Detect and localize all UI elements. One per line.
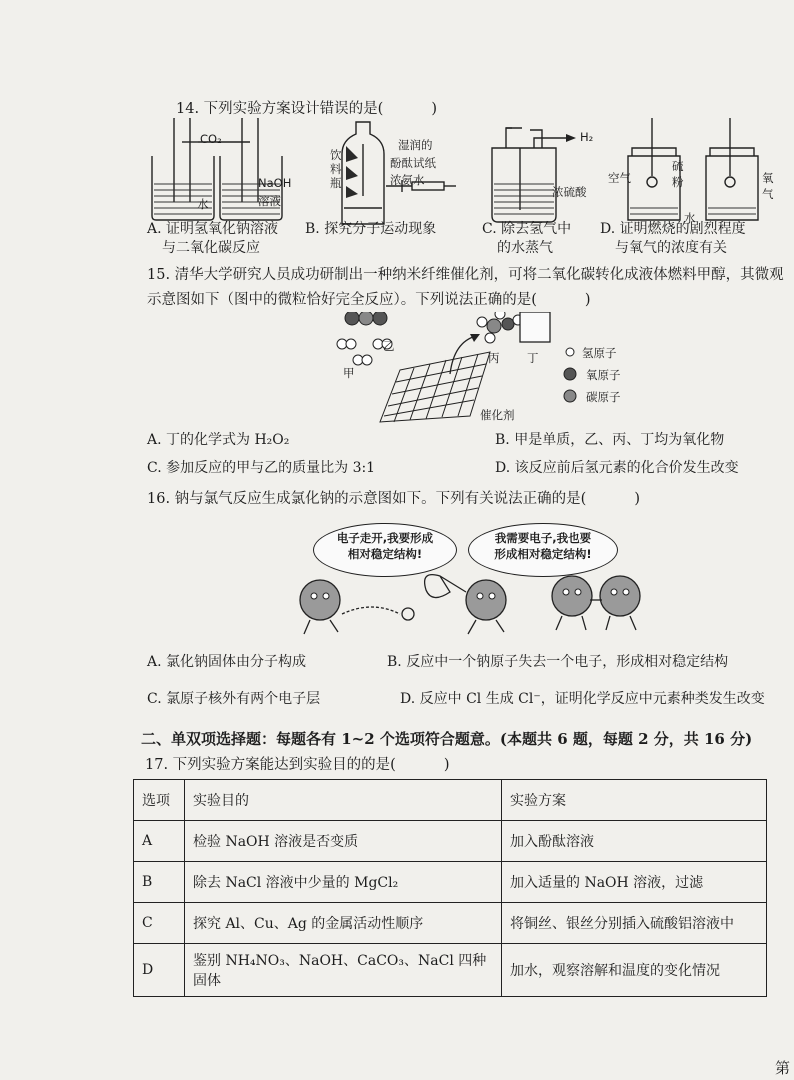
header-scheme: 实验方案: [502, 780, 767, 821]
label-wet: 湿润的: [398, 138, 433, 152]
page-number-corner: 第: [774, 1059, 790, 1077]
bubble-left-line1: 电子走开,我要形成: [336, 531, 434, 545]
q14-option-a-line1: A. 证明氢氧化钠溶液: [147, 221, 279, 237]
q14-stem: [176, 97, 437, 118]
q15-stem-line2: [147, 288, 591, 309]
row-b-option: B: [134, 862, 185, 903]
q17-table: [133, 779, 767, 997]
label-water-a: 水: [197, 197, 209, 211]
label-conc-sulfuric-acid: 浓硫酸: [552, 185, 587, 199]
label-ammonia: 浓氨水: [390, 173, 425, 187]
header-purpose: 实验目的: [185, 780, 502, 821]
q14-option-d-line2: 与氧气的浓度有关: [615, 240, 727, 256]
chlorine-atom-character: [466, 580, 506, 620]
label-drink-bottle: 饮料瓶: [330, 148, 342, 190]
q15-option-b[interactable]: B. 甲是单质，乙、丙、丁均为氧化物: [495, 432, 725, 448]
bubble-right-line2: 形成相对稳定结构!: [494, 547, 592, 561]
label-catalyst: 催化剂: [480, 408, 515, 422]
table-row[interactable]: [134, 821, 767, 862]
row-c-option: C: [134, 903, 185, 944]
q14-option-c-line1: C. 除去氢气中: [482, 221, 572, 237]
row-b-scheme: 加入适量的 NaOH 溶液，过滤: [502, 862, 767, 903]
q17-stem: [145, 753, 450, 774]
label-jia: 甲: [343, 366, 355, 380]
row-b-purpose: 除去 NaCl 溶液中少量的 MgCl₂: [185, 862, 502, 903]
label-yi: 乙: [383, 339, 395, 353]
test-tube-a2: [242, 118, 258, 202]
row-c-scheme: 将铜丝、银丝分别插入硫酸铝溶液中: [502, 903, 767, 944]
label-co2: CO₂: [200, 132, 222, 146]
q15-stem-line2-text: 示意图如下（图中的微粒恰好完全反应）。下列说法正确的是(: [147, 292, 537, 308]
jar-oxygen: [706, 148, 758, 220]
legend-h-atom: 氢原子: [582, 346, 617, 360]
label-phenolphthalein-paper: 酚酞试纸: [390, 156, 436, 170]
label-solution: 溶液: [258, 194, 281, 208]
q16-option-c[interactable]: C. 氯原子核外有两个电子层: [147, 691, 321, 707]
row-a-purpose: 检验 NaOH 溶液是否变质: [185, 821, 502, 862]
q14-stem-text: 14. 下列实验方案设计错误的是(: [176, 101, 384, 117]
q16-stem-end: ): [634, 491, 640, 507]
q14-option-a-line2: 与二氧化碳反应: [162, 240, 260, 256]
q15-option-c[interactable]: C. 参加反应的甲与乙的质量比为 3:1: [147, 460, 376, 476]
q17-stem-text: 17. 下列实验方案能达到实验目的的是(: [145, 757, 396, 773]
q16-stem: [147, 487, 640, 508]
label-sulfur-2: 粉: [672, 175, 684, 189]
legend-c-atom: 碳原子: [586, 390, 621, 404]
row-d-option: D: [134, 944, 185, 997]
q16-option-d[interactable]: D. 反应中 Cl 生成 Cl⁻，证明化学反应中元素种类发生改变: [400, 691, 765, 707]
q14-stem-end: ): [431, 101, 437, 117]
row-a-option: A: [134, 821, 185, 862]
section-2-heading: 二、单双项选择题：每题各有 1~2 个选项符合题意。(本题共 6 题，每题 2 分，共 16 分): [141, 730, 753, 748]
q14-option-b[interactable]: [305, 220, 436, 239]
test-tube-a1: [174, 118, 190, 202]
label-bing: 丙: [488, 351, 500, 365]
label-air: 空气: [608, 171, 631, 185]
label-oxygen-2: 气: [762, 187, 774, 201]
sodium-ion-character: [552, 576, 592, 616]
q14-option-a[interactable]: [147, 220, 278, 258]
label-water-d: 水: [684, 211, 696, 225]
row-d-scheme: 加水，观察溶解和温度的变化情况: [502, 944, 767, 997]
q14-option-d[interactable]: [600, 220, 746, 258]
bubble-left-line2: 相对稳定结构!: [347, 547, 423, 561]
row-d-purpose: 鉴别 NH₄NO₃、NaOH、CaCO₃、NaCl 四种固体: [185, 944, 502, 997]
table-header-row: [134, 780, 767, 821]
q14-option-b-line1: B. 探究分子运动现象: [305, 221, 437, 237]
header-option: 选项: [134, 780, 185, 821]
label-h2: H₂: [580, 130, 594, 144]
row-a-scheme: 加入酚酞溶液: [502, 821, 767, 862]
label-oxygen-1: 氧: [762, 171, 774, 185]
table-row[interactable]: [134, 903, 767, 944]
q15-option-a[interactable]: A. 丁的化学式为 H₂O₂: [147, 432, 290, 448]
sodium-atom-character: [300, 580, 340, 620]
speech-bubble-chlorine: [468, 523, 618, 577]
q16-stem-text: 16. 钠与氯气反应生成氯化钠的示意图如下。下列有关说法正确的是(: [147, 491, 587, 507]
q16-option-a[interactable]: A. 氯化钠固体由分子构成: [147, 654, 307, 670]
q15-stem-line1: 15. 清华大学研究人员成功研制出一种纳米纤维催化剂，可将二氧化碳转化成液体燃料甲醇，其微观: [147, 267, 784, 283]
bubble-right-line1: 我需要电子,我也要: [494, 531, 592, 545]
speech-bubble-sodium: [313, 523, 457, 577]
q16-cartoon-figure: [290, 570, 690, 640]
q15-option-d[interactable]: D. 该反应前后氢元素的化合价发生改变: [495, 460, 739, 476]
q15-stem-end: ): [584, 292, 591, 308]
q17-stem-end: ): [443, 757, 450, 773]
table-row[interactable]: [134, 944, 767, 997]
q14-option-d-line1: D. 证明燃烧的剧烈程度: [600, 221, 746, 237]
wash-bottle: [492, 148, 556, 222]
q14-option-c-line2: 的水蒸气: [497, 240, 553, 256]
legend-o-atom: 氧原子: [586, 368, 621, 382]
q16-option-b[interactable]: B. 反应中一个钠原子失去一个电子，形成相对稳定结构: [387, 654, 729, 670]
label-ding: 丁: [527, 351, 539, 365]
table-row[interactable]: [134, 862, 767, 903]
chloride-ion-character: [600, 576, 640, 616]
label-sulfur-1: 硫: [672, 159, 684, 173]
q14-option-c[interactable]: [482, 220, 571, 258]
row-c-purpose: 探究 Al、Cu、Ag 的金属活动性顺序: [185, 903, 502, 944]
label-naoh: NaOH: [258, 176, 292, 190]
